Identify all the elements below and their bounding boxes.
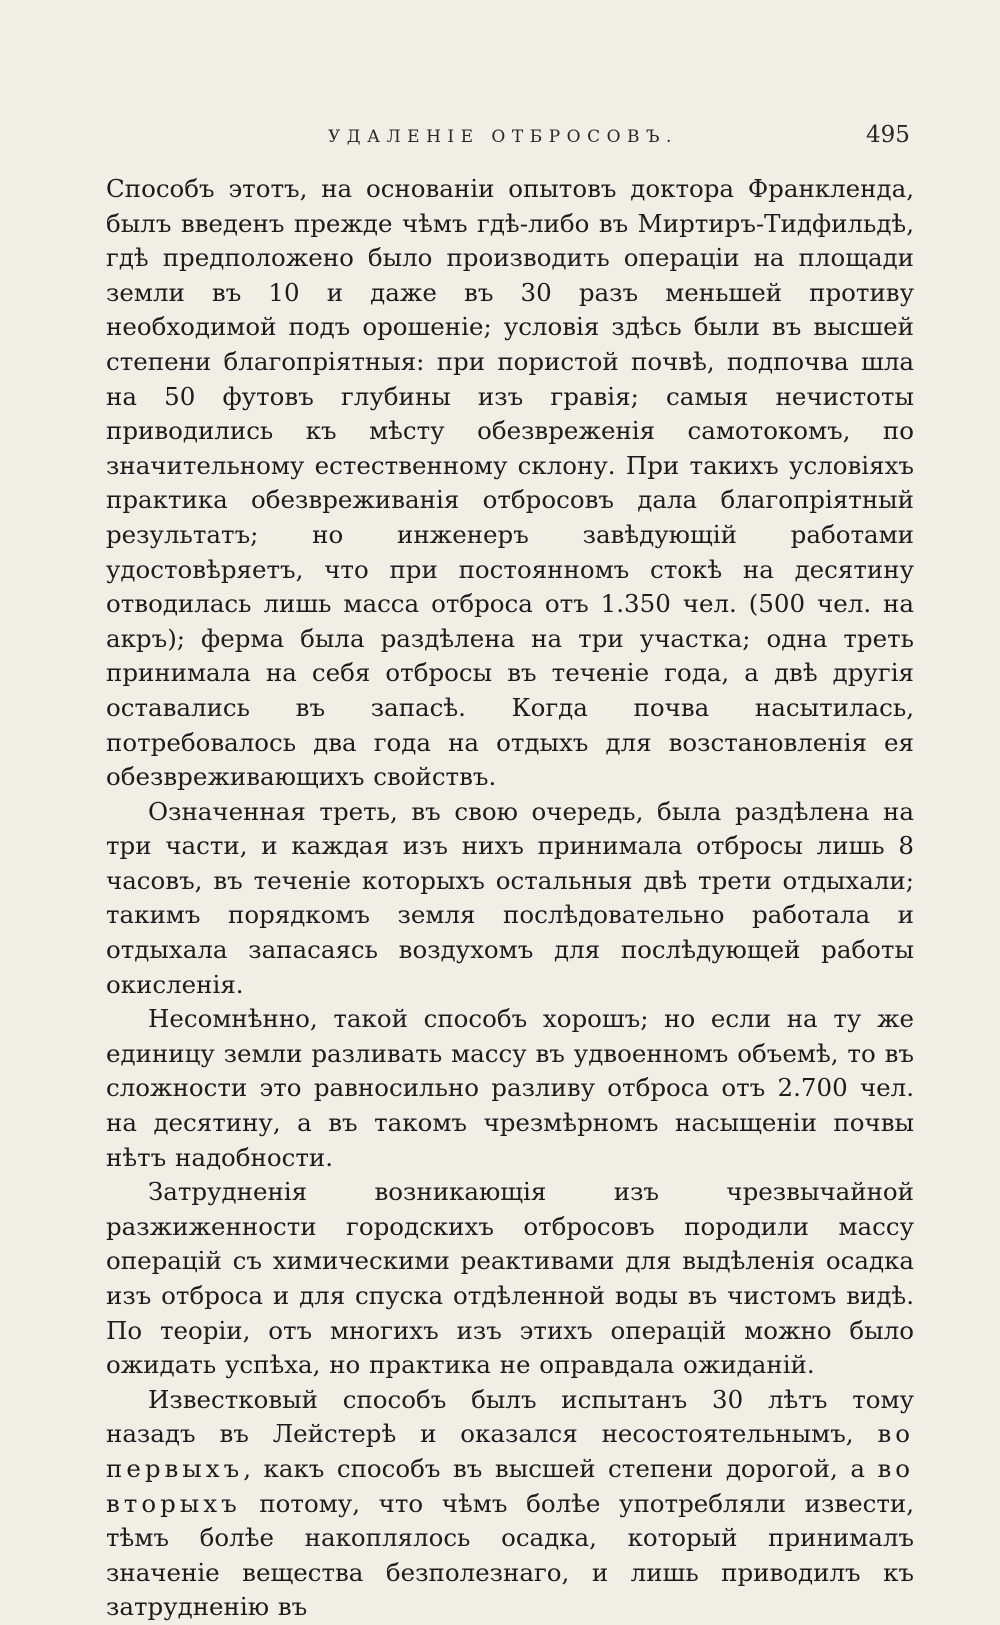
paragraph-2: Означенная треть, въ свою очередь, была раздѣлена на три части, и каждая изъ нихъ принимала отбросы лишь 8 часовъ, въ теченіе которыхъ остальныя двѣ трети отдыхали; такимъ порядкомъ земля послѣдовательно работала и отдыхала запасаясь воздухомъ для послѣдующей работы окисленія. bbox=[106, 796, 914, 999]
paragraph-1: Способъ этотъ, на основаніи опытовъ доктора Франкленда, былъ введенъ прежде чѣмъ гдѣ-либо въ Миртиръ-Тидфильдѣ, гдѣ предположено было производить операціи на площади земли въ 10 и даже въ 30 разъ меньшей противу необходимой подъ орошеніе; условія здѣсь были въ высшей степени благопріятныя: при пористой почвѣ, подпочва шла на 50 футовъ глубины изъ гравія; самыя нечистоты приводились къ мѣсту обезвреженія самотокомъ, по значительному естественному склону. При такихъ условіяхъ практика обезвреживанія отбросовъ дала благопріятный результатъ; но инженеръ завѣдующій работами удостовѣряетъ, что при постоянномъ стокѣ на десятину отводилась лишь масса отброса отъ 1.350 чел. (500 чел. на акръ); ферма была раздѣлена на три участка; одна треть принимала на себя отбросы въ теченіе года, а двѣ другія оставались въ запасѣ. Когда почва насытилась, потребовалось два года на отдыхъ для возстановленія ея обезвреживающихъ свойствъ. bbox=[106, 174, 914, 792]
spaced-emphasis-2: во вторыхъ bbox=[106, 1453, 914, 1518]
paragraph-5-part-1: Известковый способъ былъ испытанъ 30 лѣтъ тому назадъ въ Лейстерѣ и оказался несостоятельнымъ, bbox=[106, 1384, 914, 1449]
paragraph-5-part-2: , какъ способъ въ высшей степени дорогой, а bbox=[243, 1453, 878, 1483]
running-title: УДАЛЕНІЕ ОТБРОСОВЪ. bbox=[328, 127, 678, 147]
paragraph-5 bbox=[106, 1383, 914, 1625]
page-number: 495 bbox=[866, 122, 910, 148]
paragraph-4: Затрудненія возникающія изъ чрезвычайной разжиженности городскихъ отбросовъ породили массу операцій съ химическими реактивами для выдѣленія осадка изъ отброса и для спуска отдѣленной воды въ чистомъ видѣ. По теоріи, отъ многихъ изъ этихъ операцій можно было ожидать успѣха, но практика не оправдала ожиданій. bbox=[106, 1177, 914, 1380]
spaced-emphasis-1: во первыхъ bbox=[106, 1419, 914, 1483]
body-text bbox=[106, 172, 914, 1625]
paragraph-5-part-3: потому, что чѣмъ болѣе употребляли извести, тѣмъ болѣе накоплялось осадка, который принималъ значеніе вещества безполезнаго, и лишь приводилъ къ затрудненію въ bbox=[106, 1488, 914, 1622]
paragraph-3: Несомнѣнно, такой способъ хорошъ; но если на ту же единицу земли разливать массу въ удвоенномъ объемѣ, то въ сложности это равносильно разливу отброса отъ 2.700 чел. на десятину, а въ такомъ чрезмѣрномъ насыщеніи почвы нѣтъ надобности. bbox=[106, 1004, 914, 1172]
